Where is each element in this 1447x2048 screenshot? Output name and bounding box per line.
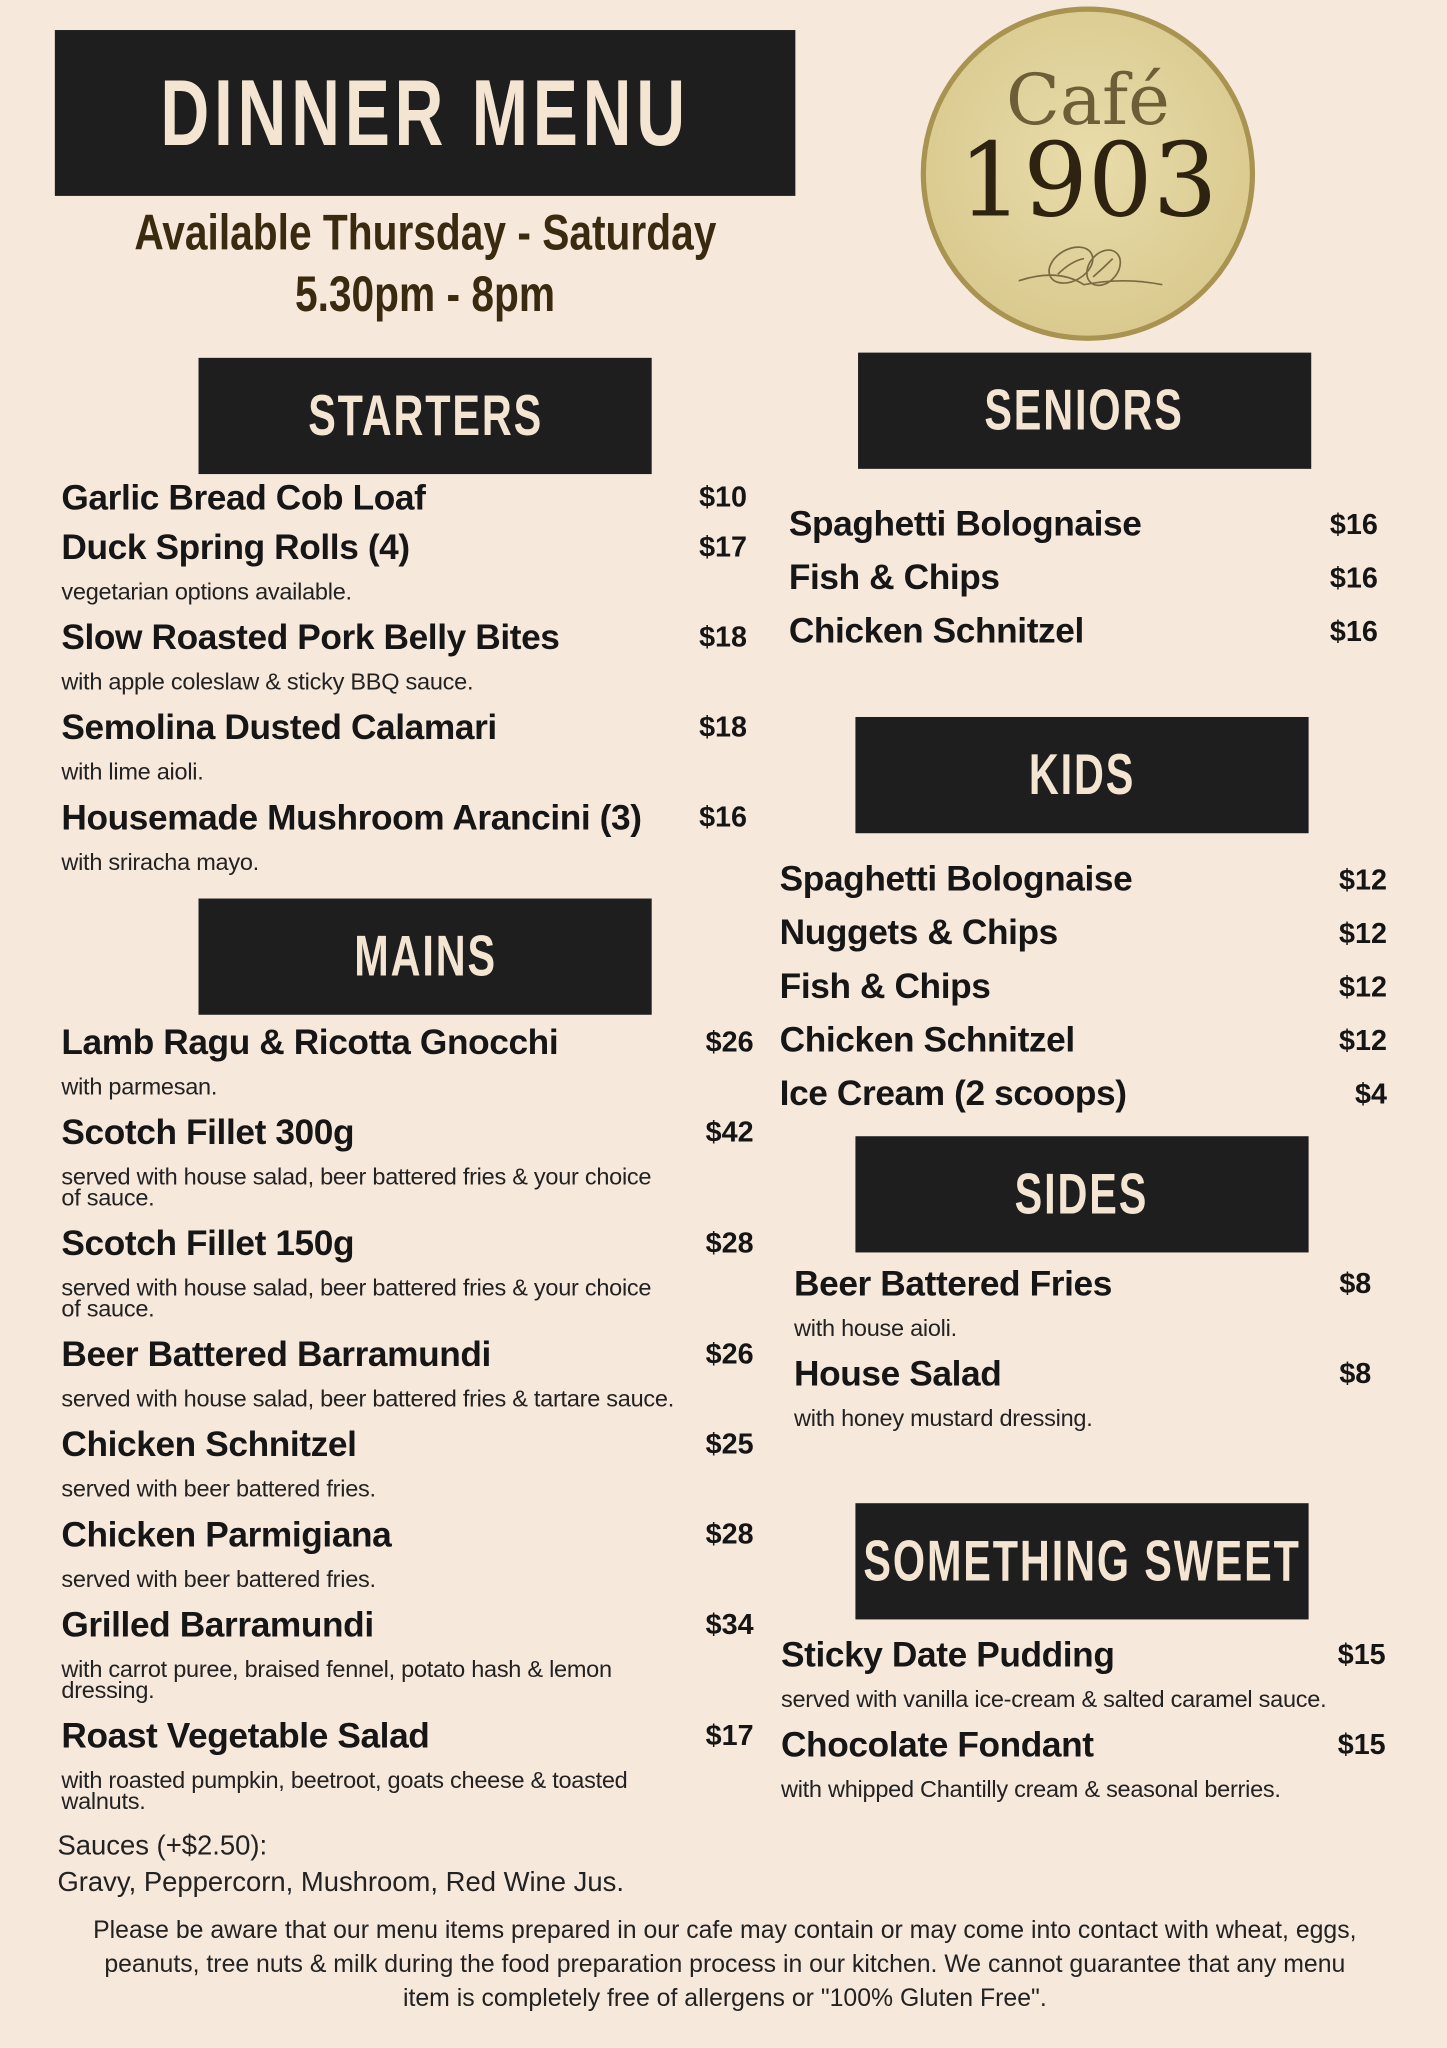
item-price: $8: [1339, 1356, 1372, 1390]
starters-header: [199, 358, 652, 474]
menu-item: [781, 1720, 1386, 1770]
menu-item: [61, 1330, 753, 1380]
menu-item: [780, 853, 1387, 907]
item-name: Grilled Barramundi: [61, 1605, 374, 1645]
availability-hours-text: 5.30pm - 8pm: [295, 267, 556, 323]
starters-list: [61, 473, 747, 883]
item-price: $16: [1329, 615, 1378, 648]
item-name: Roast Vegetable Salad: [61, 1716, 430, 1756]
page-title: DINNER MENU: [160, 60, 690, 166]
item-description: served with beer battered fries.: [61, 1565, 376, 1593]
item-price: $34: [705, 1607, 754, 1641]
item-description: served with house salad, beer battered fries & your choice of sauce.: [61, 1163, 652, 1211]
menu-item: [61, 522, 747, 572]
item-name: Spaghetti Bolognaise: [788, 504, 1142, 544]
item-price: $17: [705, 1718, 754, 1752]
menu-item: [61, 1017, 753, 1067]
item-description: vegetarian options available.: [61, 578, 352, 605]
menu-item: [61, 793, 747, 843]
item-description: served with house salad, beer battered fries & tartare sauce.: [61, 1385, 674, 1412]
item-name: Scotch Fillet 300g: [61, 1112, 355, 1152]
item-description: with whipped Chantilly cream & seasonal berries.: [780, 1776, 1281, 1803]
menu-item: [61, 1600, 753, 1650]
something-sweet-header: [855, 1503, 1308, 1619]
sides-header: [855, 1136, 1308, 1252]
item-price: $25: [705, 1427, 754, 1461]
item-name: Garlic Bread Cob Loaf: [61, 477, 426, 518]
item-name: Beer Battered Barramundi: [61, 1334, 491, 1374]
item-name: Housemade Mushroom Arancini (3): [61, 797, 642, 838]
item-name: House Salad: [794, 1354, 1002, 1394]
item-price: $12: [1339, 916, 1387, 950]
item-price: $16: [1329, 508, 1378, 541]
item-price: $16: [699, 800, 748, 834]
seniors-list: [789, 498, 1378, 659]
item-name: Scotch Fillet 150g: [61, 1223, 355, 1263]
item-name: Fish & Chips: [788, 557, 1000, 597]
mains-title: MAINS: [353, 923, 497, 988]
menu-item: [789, 551, 1378, 605]
item-price: $28: [705, 1517, 754, 1551]
item-price: $12: [1339, 863, 1387, 896]
item-price: $42: [705, 1115, 754, 1148]
item-price: $12: [1339, 1023, 1387, 1057]
item-price: $15: [1337, 1637, 1386, 1671]
menu-item: [794, 1349, 1371, 1399]
item-description: served with vanilla ice-cream & salted caramel sauce.: [780, 1686, 1327, 1713]
item-description: with parmesan.: [61, 1073, 218, 1100]
item-price: $15: [1337, 1727, 1386, 1761]
menu-item: [794, 1259, 1371, 1309]
item-description: with roasted pumpkin, beetroot, goats cheese & toasted walnuts.: [61, 1767, 628, 1815]
title-banner: [55, 30, 796, 196]
item-price: $8: [1339, 1266, 1372, 1300]
starters-title: STARTERS: [307, 383, 543, 448]
sides-title: SIDES: [1015, 1161, 1149, 1226]
availability-days: [55, 206, 796, 262]
item-name: Ice Cream (2 scoops): [779, 1073, 1127, 1113]
item-description: with carrot puree, braised fennel, potato hash & lemon dressing.: [61, 1656, 612, 1704]
menu-item: [780, 906, 1387, 960]
item-price: $26: [705, 1337, 754, 1370]
menu-item: [789, 498, 1378, 552]
item-price: $26: [705, 1025, 754, 1058]
kids-header: [855, 717, 1308, 833]
something-sweet-title: SOMETHING SWEET: [863, 1528, 1301, 1593]
menu-item: [780, 960, 1387, 1014]
something-sweet-list: [781, 1630, 1386, 1810]
menu-item: [780, 1067, 1387, 1121]
item-price: $10: [699, 480, 748, 514]
item-name: Fish & Chips: [779, 966, 991, 1006]
item-name: Chocolate Fondant: [780, 1725, 1094, 1765]
item-name: Semolina Dusted Calamari: [61, 707, 497, 748]
menu-item: [789, 605, 1378, 659]
sauces-options: Gravy, Peppercorn, Mushroom, Red Wine Jus.: [57, 1867, 624, 1898]
item-description: with house aioli.: [794, 1315, 957, 1342]
availability-hours: [55, 268, 796, 324]
mains-list: [61, 1017, 753, 1821]
item-name: Lamb Ragu & Ricotta Gnocchi: [61, 1022, 559, 1062]
item-price: $17: [699, 530, 748, 563]
item-price: $12: [1339, 970, 1387, 1004]
logo-cafe-text: Café: [1005, 59, 1170, 142]
allergen-disclaimer: Please be aware that our menu items prepared in our cafe may contain or may come into contact with wheat, eggs, peanuts, tree nuts & milk during the food preparation process in our kitchen. We cannot guarantee that any menu item is completely free of allergens or "100% Gluten Free".: [93, 1917, 1357, 2013]
item-name: Slow Roasted Pork Belly Bites: [61, 617, 560, 657]
seniors-header: [858, 353, 1311, 469]
kids-title: KIDS: [1028, 742, 1136, 807]
mains-header: [199, 899, 652, 1015]
item-price: $16: [1329, 561, 1378, 595]
item-name: Sticky Date Pudding: [780, 1635, 1115, 1675]
menu-item: [61, 473, 747, 523]
item-name: Beer Battered Fries: [794, 1264, 1112, 1304]
item-description: served with house salad, beer battered fries & your choice of sauce.: [61, 1274, 652, 1322]
menu-item: [61, 1510, 753, 1560]
item-name: Spaghetti Bolognaise: [779, 859, 1133, 899]
item-name: Chicken Schnitzel: [788, 611, 1084, 651]
kids-list: [780, 853, 1387, 1121]
item-description: with honey mustard dressing.: [794, 1405, 1093, 1432]
item-description: with apple coleslaw & sticky BBQ sauce.: [61, 668, 474, 695]
menu-item: [61, 1711, 753, 1761]
menu-item: [61, 1218, 753, 1268]
item-description: with lime aioli.: [61, 758, 204, 785]
menu-item: [61, 613, 747, 663]
sauces-label: Sauces (+$2.50):: [57, 1831, 268, 1862]
menu-item: [781, 1630, 1386, 1680]
menu-item: [780, 1013, 1387, 1067]
item-name: Chicken Schnitzel: [779, 1019, 1075, 1060]
item-price: $28: [705, 1226, 754, 1259]
item-name: Chicken Parmigiana: [61, 1514, 392, 1555]
seniors-title: SENIORS: [984, 378, 1185, 443]
menu-item: [61, 1420, 753, 1470]
menu-item: [61, 1107, 753, 1157]
cafe-logo: [914, 0, 1267, 350]
item-description: with sriracha mayo.: [61, 848, 259, 876]
item-price: $18: [699, 710, 748, 744]
item-name: Chicken Schnitzel: [61, 1424, 357, 1465]
item-price: $4: [1354, 1077, 1387, 1111]
item-name: Duck Spring Rolls (4): [61, 527, 410, 567]
sides-list: [794, 1259, 1371, 1439]
logo-year-text: 1903: [958, 121, 1218, 241]
item-description: served with beer battered fries.: [61, 1475, 376, 1502]
menu-item: [61, 703, 747, 753]
availability-days-text: Available Thursday - Saturday: [134, 206, 717, 262]
item-name: Nuggets & Chips: [779, 912, 1058, 953]
item-price: $18: [699, 620, 748, 653]
